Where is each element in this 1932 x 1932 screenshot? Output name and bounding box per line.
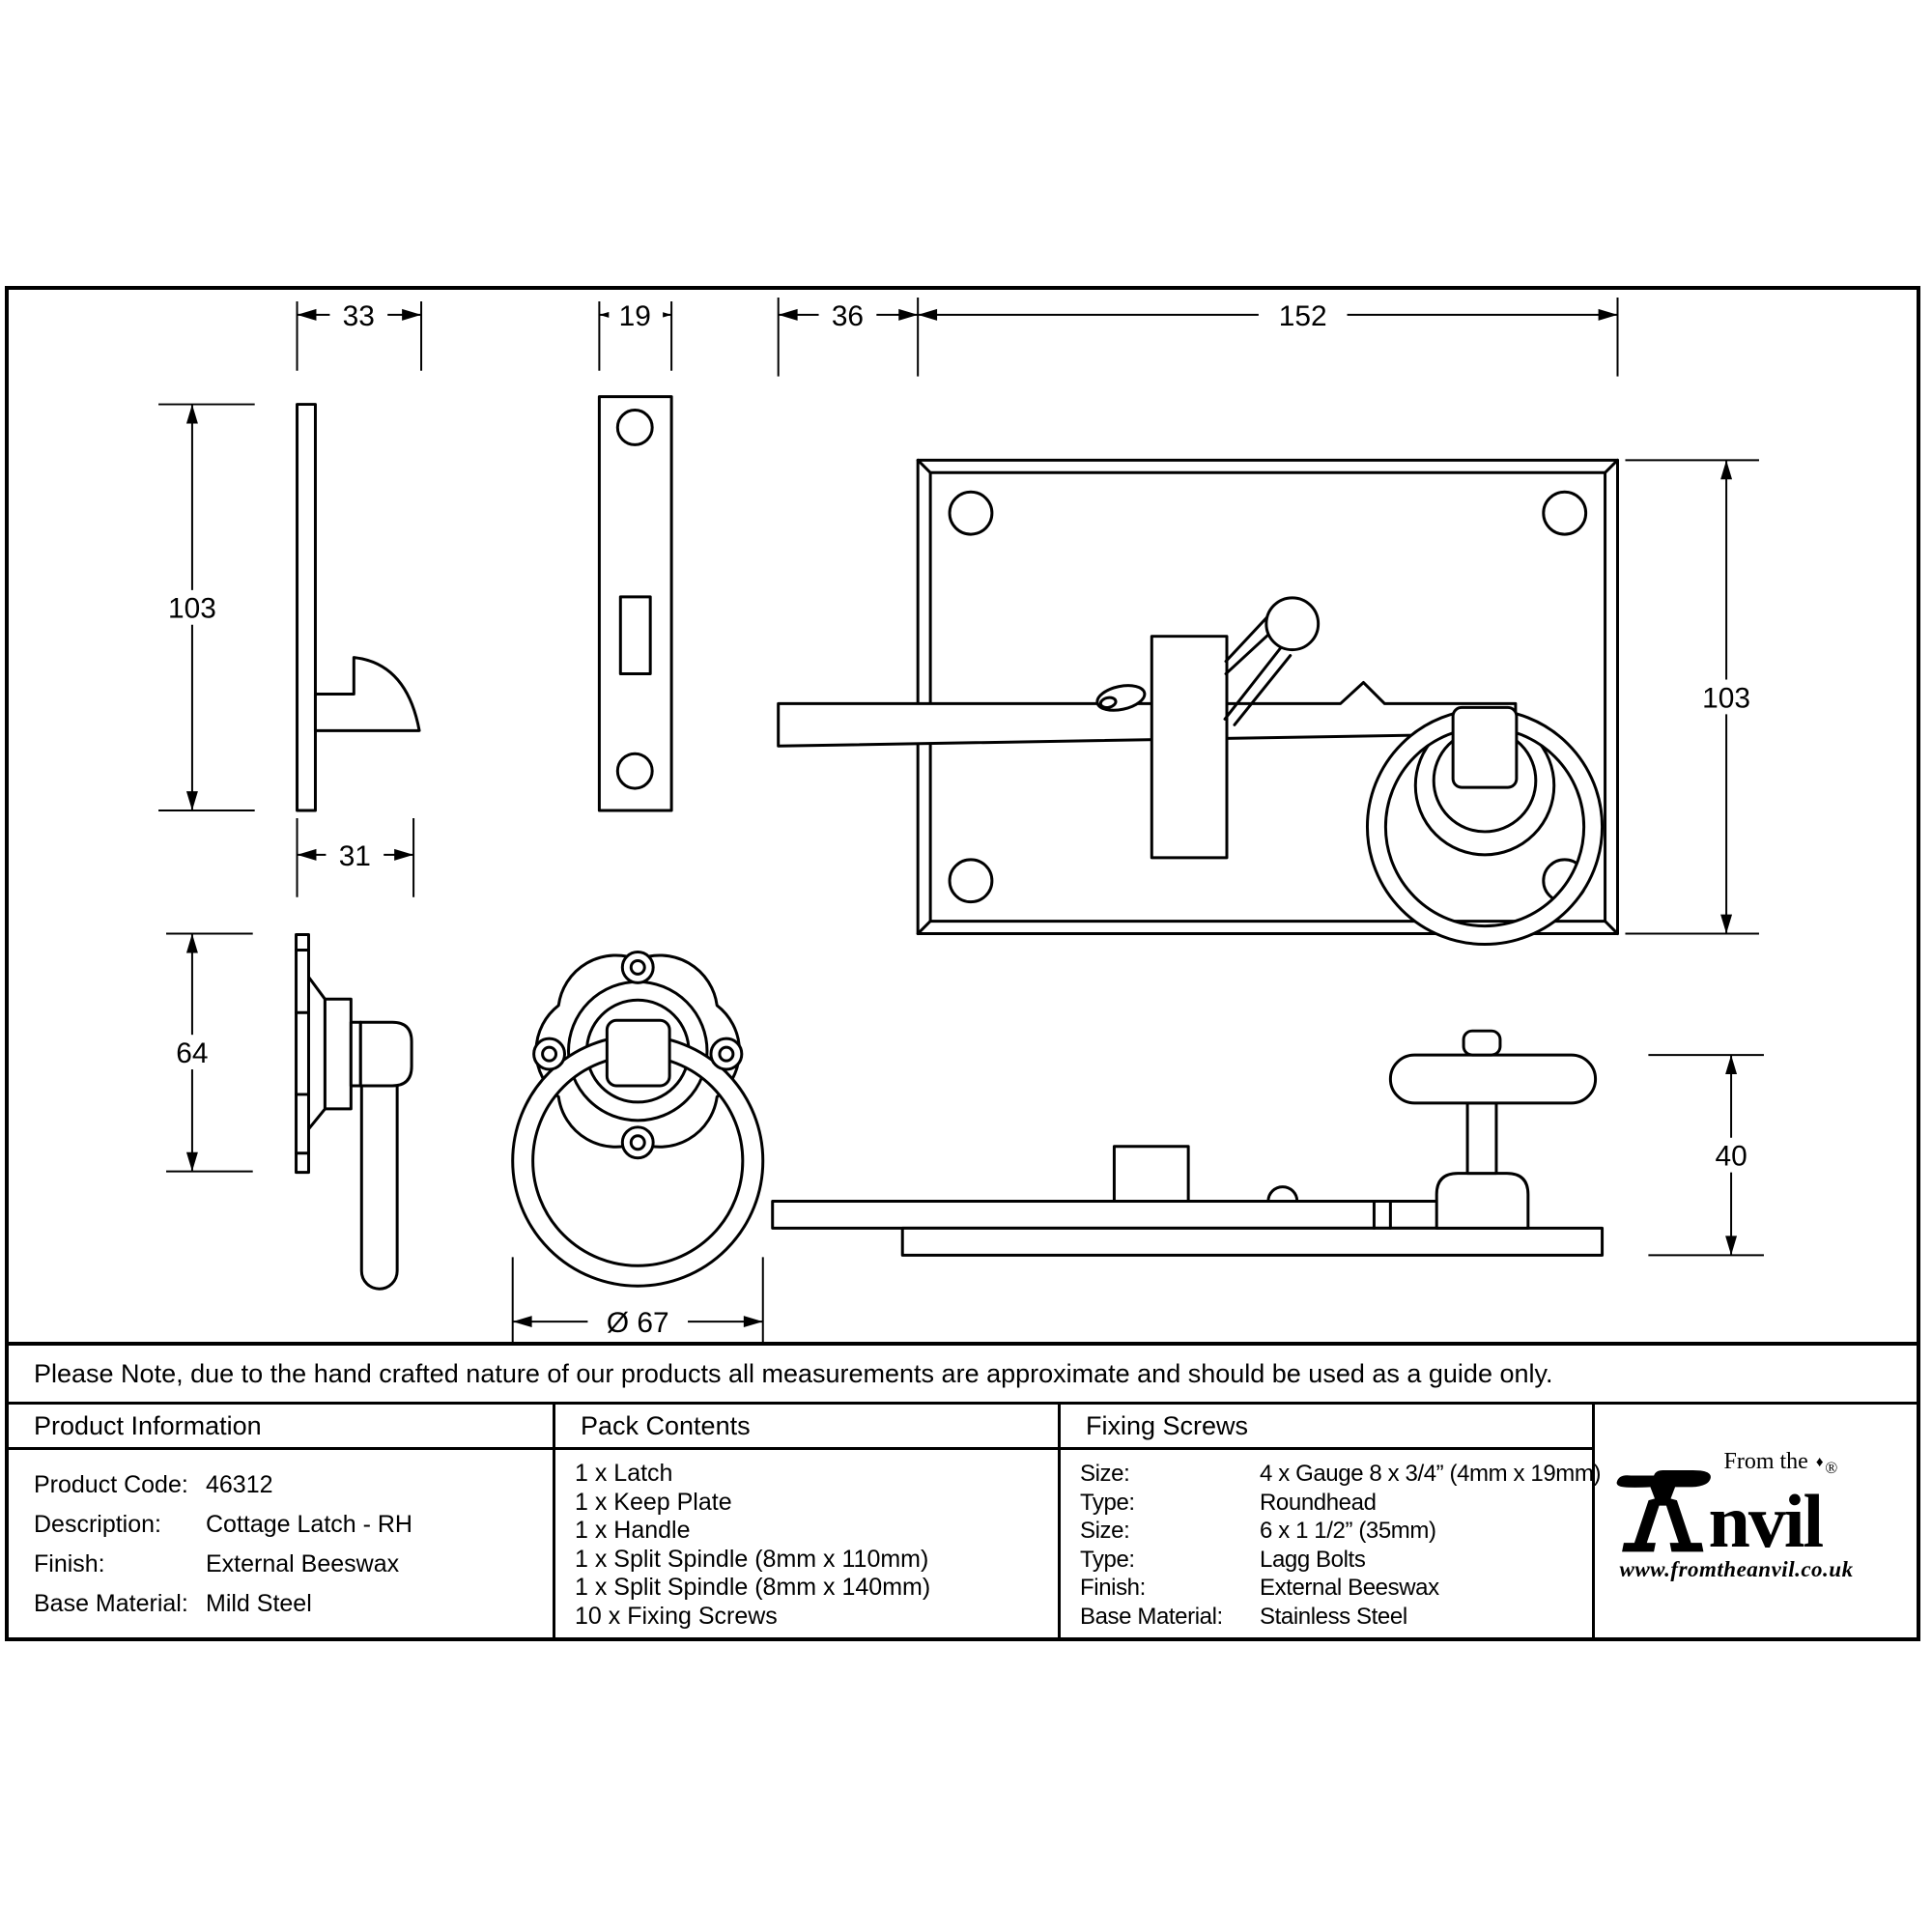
table-row: Base Material: Stainless Steel (1080, 1603, 1407, 1630)
product-information-cell (9, 1450, 555, 1637)
svg-text:31: 31 (338, 839, 371, 872)
table-row: Size: 6 x 1 1/2” (35mm) (1080, 1518, 1436, 1544)
list-item: 10 x Fixing Screws (575, 1602, 778, 1630)
spindle-hub (1453, 707, 1517, 787)
handle-stem (1467, 1103, 1496, 1174)
table-row: Description: Cottage Latch - RH (34, 1511, 412, 1538)
keep-plate-front-view (599, 397, 671, 810)
dim-19 (599, 298, 671, 371)
rose-boss (308, 977, 325, 1128)
spring-roller (1266, 598, 1319, 650)
screw-hole (1544, 492, 1586, 534)
technical-drawing (9, 290, 1917, 1346)
svg-text:19: 19 (618, 299, 651, 332)
svg-text:152: 152 (1278, 299, 1327, 332)
dim-103-latch (1625, 460, 1769, 933)
table-row: Finish: External Beeswax (1080, 1575, 1439, 1601)
svg-text:103: 103 (167, 592, 216, 625)
dim-33 (298, 298, 422, 371)
website-url: www.fromtheanvil.co.uk (1619, 1556, 1854, 1581)
registered-mark: ® (1825, 1458, 1838, 1477)
list-item: 1 x Keep Plate (575, 1488, 732, 1516)
svg-text:103: 103 (1702, 682, 1751, 715)
keep-slot (620, 597, 650, 674)
latch-side-view (773, 1031, 1603, 1255)
table-row: Base Material: Mild Steel (34, 1590, 312, 1617)
keep-plate-side-view (298, 405, 420, 810)
table-row: Type: Lagg Bolts (1080, 1546, 1366, 1573)
logo-tagline: From the ♦ (1723, 1448, 1824, 1474)
dim-31 (298, 818, 414, 897)
keep-catch-profile (315, 658, 419, 731)
table-row: Product Code: 46312 (34, 1471, 273, 1498)
table-row: Size: 4 x Gauge 8 x 3/4” (4mm x 19mm) (1080, 1461, 1602, 1487)
t-bar-nub (1463, 1031, 1500, 1055)
rose-plate-edge (297, 935, 309, 1173)
handle-base-dome (1436, 1174, 1528, 1229)
fixing-screws-cell (1061, 1450, 1602, 1637)
diamond-icon: ♦ (1815, 1454, 1824, 1470)
latch-front-view (779, 460, 1618, 944)
latch-drawing-svg (9, 290, 1917, 1342)
svg-text:Ø 67: Ø 67 (606, 1307, 669, 1340)
screw-hole (950, 492, 992, 534)
dim-103-keep (149, 405, 255, 810)
anvil-icon (1616, 1470, 1715, 1555)
datasheet (5, 286, 1920, 1641)
screw-hole-top (617, 411, 652, 445)
spindle-hub-front (607, 1020, 669, 1086)
backplate-edge (902, 1228, 1602, 1255)
svg-text:36: 36 (831, 299, 865, 332)
table-row: Finish: External Beeswax (34, 1550, 400, 1577)
header-fixing-screws: Fixing Screws (1061, 1405, 1595, 1450)
bracket-edge (1114, 1147, 1188, 1202)
dim-64 (163, 934, 253, 1172)
t-bar-handle (1390, 1055, 1595, 1103)
handle-side-view (297, 935, 412, 1290)
list-item: 1 x Handle (575, 1517, 691, 1544)
note-text: Please Note, due to the hand crafted nature of our products all measurements are approximate and should be used as a guide only. (34, 1358, 1553, 1388)
svg-text:40: 40 (1715, 1140, 1747, 1173)
screw-hole (950, 860, 992, 902)
handle-cap (360, 1022, 412, 1086)
header-pack-contents: Pack Contents (555, 1405, 1061, 1450)
brand-wordmark: nvil (1708, 1478, 1823, 1563)
svg-text:64: 64 (176, 1037, 209, 1070)
svg-text:33: 33 (342, 299, 375, 332)
latch-bar-edge (773, 1202, 1446, 1229)
pivot-dome (1268, 1187, 1297, 1202)
pack-contents-cell (555, 1450, 1061, 1637)
list-item: 1 x Split Spindle (8mm x 110mm) (575, 1545, 929, 1573)
latch-guide-bracket (1151, 637, 1227, 858)
screw-hole-bottom (617, 753, 652, 788)
list-item: 1 x Latch (575, 1460, 673, 1487)
measurement-note (9, 1346, 1917, 1405)
brand-logo-cell (1595, 1405, 1917, 1637)
header-product-information: Product Information (9, 1405, 555, 1450)
dim-152 (918, 298, 1617, 377)
dim-36 (779, 298, 918, 377)
handle-front-view (513, 952, 763, 1286)
product-table (9, 1405, 1917, 1637)
list-item: 1 x Split Spindle (8mm x 140mm) (575, 1574, 931, 1601)
table-row: Type: Roundhead (1080, 1489, 1377, 1516)
dim-40 (1648, 1055, 1764, 1255)
latch-backplate (918, 460, 1617, 933)
from-the-anvil-logo (1616, 1449, 1896, 1594)
